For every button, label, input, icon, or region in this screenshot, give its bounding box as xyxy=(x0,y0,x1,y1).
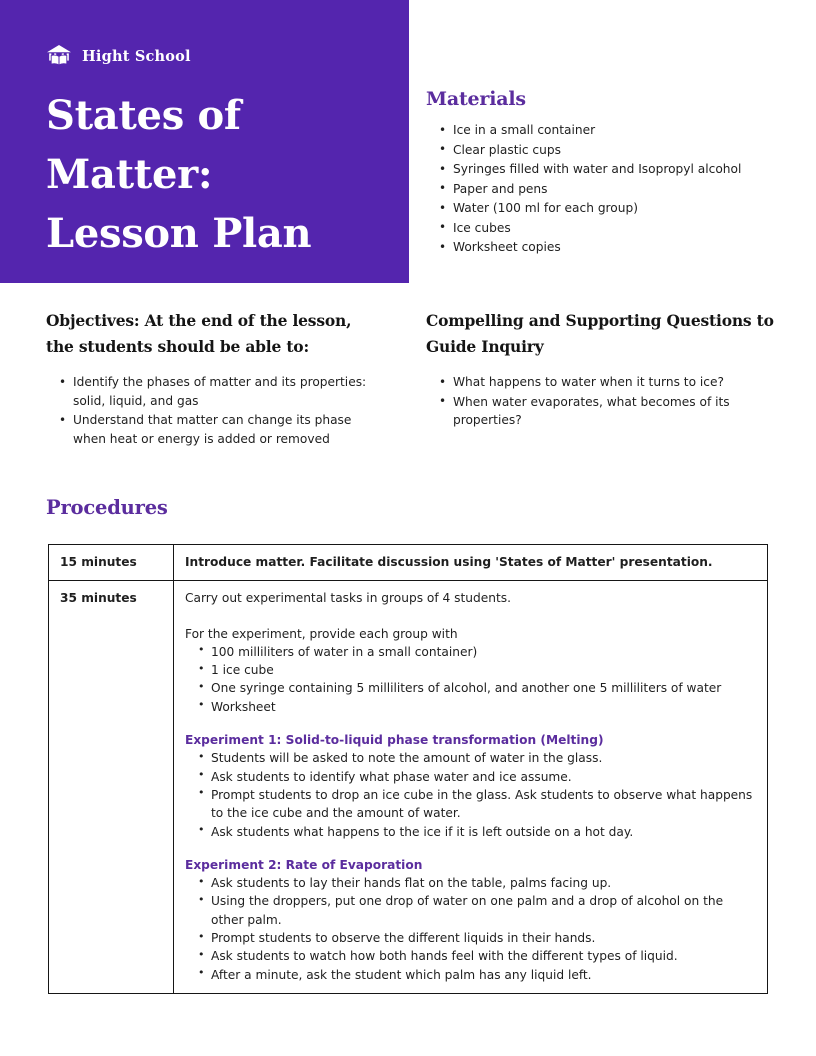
row-duration: 15 minutes xyxy=(49,545,174,581)
experiment-1-steps xyxy=(185,749,756,840)
list-item: • Clear plastic cups xyxy=(453,141,776,160)
list-item: • After a minute, ask the student which palm has any liquid left. xyxy=(211,966,756,984)
questions-section xyxy=(426,308,776,431)
list-item: • When water evaporates, what becomes of its properties? xyxy=(453,393,776,430)
list-item: • Identify the phases of matter and its properties: solid, liquid, and gas xyxy=(73,373,376,410)
list-item: • Ice in a small container xyxy=(453,121,776,140)
hero-banner xyxy=(0,0,409,283)
row-summary: Introduce matter. Facilitate discussion using 'States of Matter' presentation. xyxy=(174,545,768,581)
objectives-section xyxy=(46,308,376,449)
page-title xyxy=(46,86,369,264)
spacer xyxy=(185,716,756,731)
list-item: • Prompt students to drop an ice cube in the glass. Ask students to observe what happens to the ice cube and the amount of water. xyxy=(211,786,756,823)
objectives-heading: Objectives: At the end of the lesson, the students should be able to: xyxy=(46,311,352,356)
list-item: • One syringe containing 5 milliliters of alcohol, and another one 5 milliliters of water xyxy=(211,679,756,697)
questions-heading: Compelling and Supporting Questions to Guide Inquiry xyxy=(426,311,774,356)
page-title-line-1: States of xyxy=(46,92,241,139)
page-title-line-2: Matter: xyxy=(46,151,213,199)
row-duration: 35 minutes xyxy=(49,581,174,994)
list-item: • Ask students to watch how both hands feel with the different types of liquid. xyxy=(211,947,756,965)
experiment-1-title: Experiment 1: Solid-to-liquid phase transformation (Melting) xyxy=(185,733,604,748)
experiment-2-steps xyxy=(185,874,756,984)
provide-list xyxy=(185,643,756,716)
procedures-heading: Procedures xyxy=(46,496,168,519)
list-item: • Prompt students to observe the different liquids in their hands. xyxy=(211,929,756,947)
materials-section xyxy=(426,88,776,258)
objectives-list xyxy=(46,373,376,448)
materials-list xyxy=(426,121,776,257)
procedures-table xyxy=(48,544,768,994)
list-item: • Understand that matter can change its phase when heat or energy is added or removed xyxy=(73,411,376,448)
list-item: • Ask students what happens to the ice if it is left outside on a hot day. xyxy=(211,823,756,841)
spacer xyxy=(185,841,756,856)
spacer xyxy=(185,608,756,625)
list-item: • What happens to water when it turns to ice? xyxy=(453,373,776,392)
list-item: • Worksheet copies xyxy=(453,238,776,257)
provide-lead: For the experiment, provide each group with xyxy=(185,626,458,641)
list-item: • Syringes filled with water and Isopropyl alcohol xyxy=(453,160,776,179)
table-row xyxy=(49,581,768,994)
materials-heading: Materials xyxy=(426,88,526,110)
brand-name: Hight School xyxy=(82,47,191,65)
questions-list xyxy=(426,373,776,430)
task-intro: Carry out experimental tasks in groups of 4 students. xyxy=(185,591,511,606)
school-building-book-icon xyxy=(46,44,72,68)
list-item: • Water (100 ml for each group) xyxy=(453,199,776,218)
brand-lockup xyxy=(46,44,369,68)
list-item: • Ice cubes xyxy=(453,219,776,238)
list-item: • Using the droppers, put one drop of water on one palm and a drop of alcohol on the other palm. xyxy=(211,892,756,929)
row-detail xyxy=(174,581,768,994)
list-item: • 1 ice cube xyxy=(211,661,756,679)
list-item: • Ask students to lay their hands flat on the table, palms facing up. xyxy=(211,874,756,892)
list-item: • Ask students to identify what phase water and ice assume. xyxy=(211,768,756,786)
list-item: • 100 milliliters of water in a small container) xyxy=(211,643,756,661)
list-item: • Students will be asked to note the amount of water in the glass. xyxy=(211,749,756,767)
table-row xyxy=(49,545,768,581)
page-title-line-3: Lesson Plan xyxy=(46,210,312,258)
list-item: • Paper and pens xyxy=(453,180,776,199)
list-item: • Worksheet xyxy=(211,698,756,716)
experiment-2-title: Experiment 2: Rate of Evaporation xyxy=(185,857,423,872)
